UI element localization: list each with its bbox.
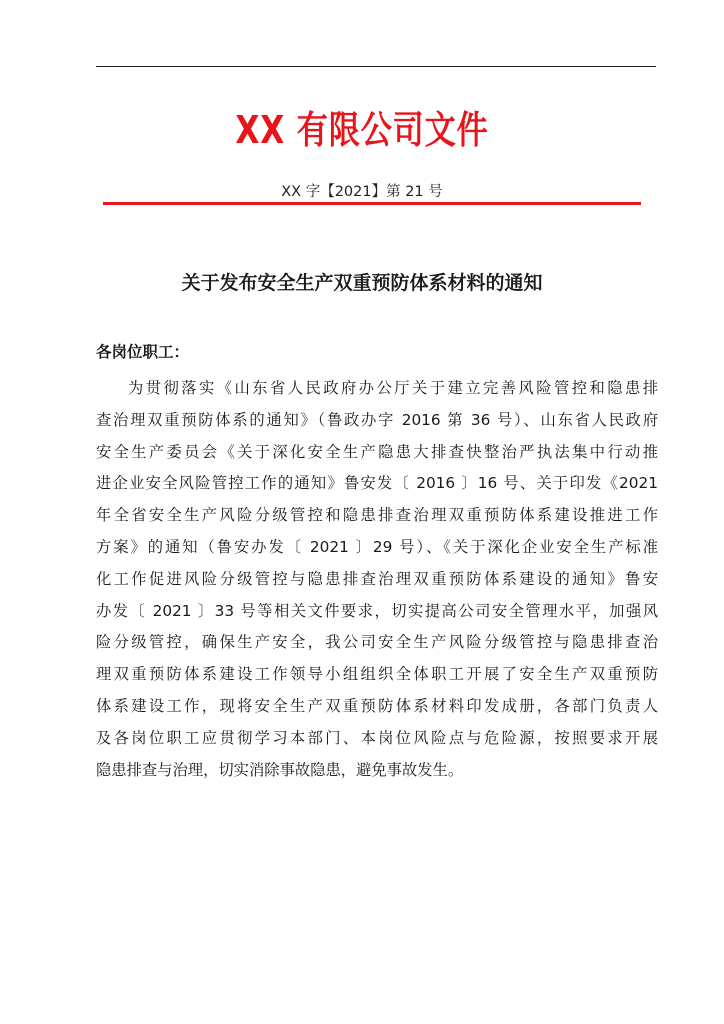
body-line: 险分级管控，确保生产安全，我公司安全生产风险分级管控与隐患排查治: [96, 633, 658, 652]
body-line: 安全生产委员会《关于深化安全生产隐患大排查快整治严执法集中行动推: [96, 442, 658, 461]
notice-title: 关于发布安全生产双重预防体系材料的通知: [181, 272, 543, 294]
notice-body: [96, 373, 658, 786]
body-line: 查治理双重预防体系的通知》（鲁政办字 2016 第 36 号）、山东省人民政府: [96, 410, 658, 429]
top-divider-line: [96, 66, 656, 67]
body-line: 体系建设工作，现将安全生产双重预防体系材料印发成册，各部门负责人: [96, 696, 658, 715]
body-line: 隐患排查与治理，切实消除事故隐患，避免事故发生。: [96, 760, 464, 779]
body-line: 及各岗位职工应贯彻学习本部门、本岗位风险点与危险源，按照要求开展: [96, 728, 658, 747]
body-line: 进企业安全风险管控工作的通知》鲁安发〔 2016 〕16 号、关于印发《2021: [96, 474, 658, 493]
company-document-title: XX 有限公司文件: [235, 108, 489, 152]
body-line: 年全省安全生产风险分级管控和隐患排查治理双重预防体系建设推进工作: [96, 506, 658, 525]
body-line: 为贯彻落实《山东省人民政府办公厅关于建立完善风险管控和隐患排: [128, 379, 658, 397]
body-line: 化工作促进风险分级管控与隐患排查治理双重预防体系建设的通知》鲁安: [96, 569, 658, 588]
body-line: 理双重预防体系建设工作领导小组组织全体职工开展了安全生产双重预防: [96, 665, 658, 684]
body-line: 办发〔 2021 〕33 号等相关文件要求，切实提高公司安全管理水平，加强风: [96, 601, 658, 620]
salutation: 各岗位职工：: [96, 343, 190, 361]
body-line: 方案》的通知（鲁安办发〔 2021 〕29 号）、《关于深化企业安全生产标准: [96, 537, 658, 556]
red-header-rule: [103, 202, 641, 205]
document-number: XX 字【2021】第 21 号: [281, 184, 443, 200]
